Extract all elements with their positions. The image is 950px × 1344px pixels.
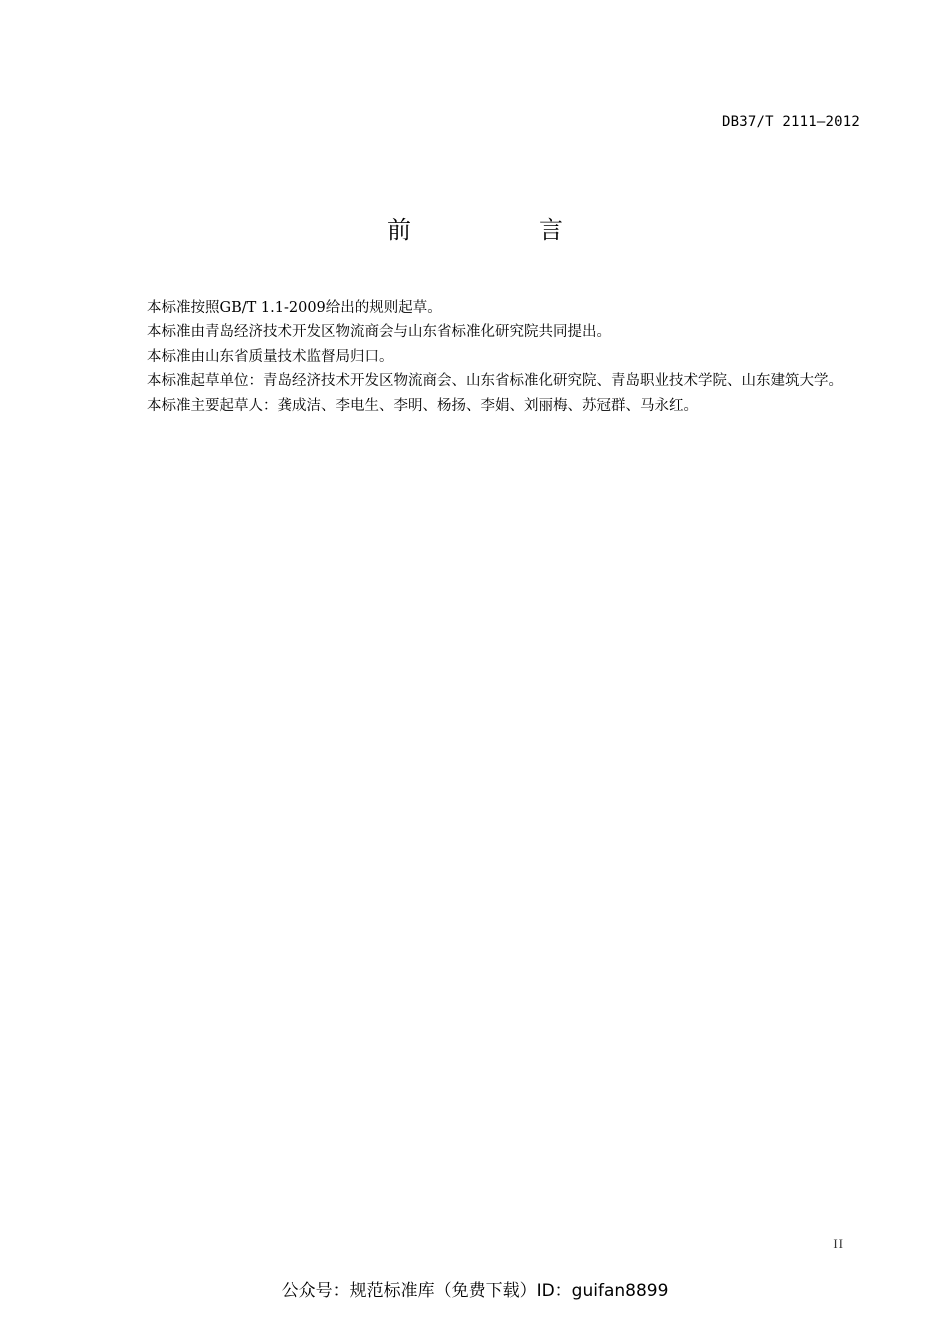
document-code: DB37/T 2111—2012 (721, 114, 860, 130)
paragraph-drafters: 本标准主要起草人：龚成洁、李电生、李明、杨扬、李娟、刘丽梅、苏冠群、马永红。 (147, 397, 698, 414)
page-title: 前 言 (387, 216, 615, 244)
foreword-body (114, 296, 860, 418)
footer-watermark-text: 公众号：规范标准库（免费下载）ID：guifan8899 (281, 1281, 669, 1301)
page-number: II (833, 1236, 844, 1251)
paragraph-drafting-rules: 本标准按照GB/T 1.1-2009给出的规则起草。 (147, 300, 442, 316)
paragraph-proposer: 本标准由青岛经济技术开发区物流商会与山东省标准化研究院共同提出。 (147, 324, 611, 341)
paragraph-administrator: 本标准由山东省质量技术监督局归口。 (147, 348, 394, 365)
paragraph-drafting-units: 本标准起草单位：青岛经济技术开发区物流商会、山东省标准化研究院、青岛职业技术学院、山东建筑大学。 (147, 373, 843, 390)
